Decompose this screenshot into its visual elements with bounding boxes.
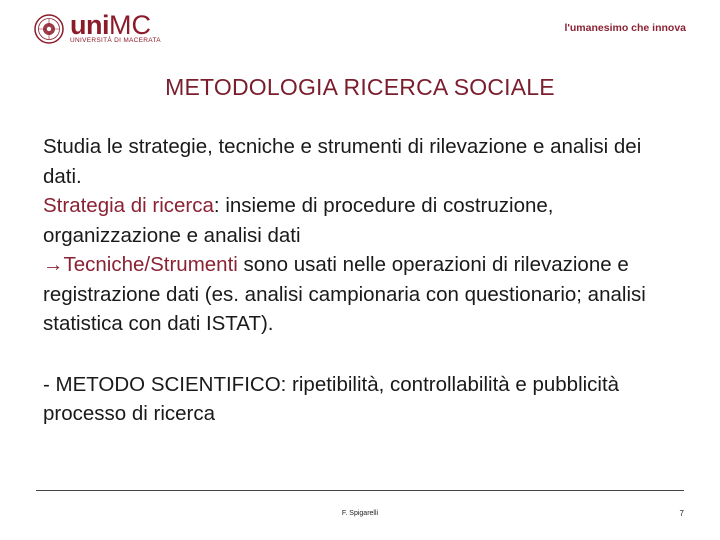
term-techniques: Tecniche/Strumenti — [63, 253, 238, 276]
logo-mc: MC — [109, 10, 151, 40]
term-strategy: Strategia di ricerca — [43, 194, 214, 217]
spacer — [43, 339, 683, 370]
university-logo — [34, 12, 161, 46]
paragraph-definition: Studia le strategie, tecniche e strumenti di rilevazione e analisi dei dati. — [43, 135, 642, 188]
logo-wordmark — [70, 10, 161, 40]
slide-body — [43, 132, 683, 429]
arrow-right-icon: → — [43, 253, 64, 276]
paragraph-strategy — [43, 191, 683, 250]
strategy-definition: : insieme di procedure di costruzione, organizzazione e analisi dati — [43, 194, 554, 247]
university-seal-icon — [34, 14, 64, 44]
page-number: 7 — [679, 509, 684, 518]
tagline: l'umanesimo che innova — [564, 22, 686, 34]
logo-text — [70, 10, 161, 45]
paragraph-techniques — [43, 250, 683, 339]
paragraph-scientific-method: - METODO SCIENTIFICO: ripetibilità, controllabilità e pubblicità processo di ricerca — [43, 372, 620, 425]
footer-author: F. Spigarelli — [341, 510, 379, 517]
logo-uni: uni — [70, 10, 109, 40]
footer-divider — [36, 490, 684, 491]
techniques-definition: sono usati nelle operazioni di rilevazione e registrazione dati (es. analisi campionaria con questionario; analisi statistica con dati ISTAT). — [43, 253, 646, 335]
logo-subtitle: UNIVERSITÀ DI MACERATA — [70, 37, 161, 44]
slide-title: METODOLOGIA RICERCA SOCIALE — [165, 74, 555, 100]
